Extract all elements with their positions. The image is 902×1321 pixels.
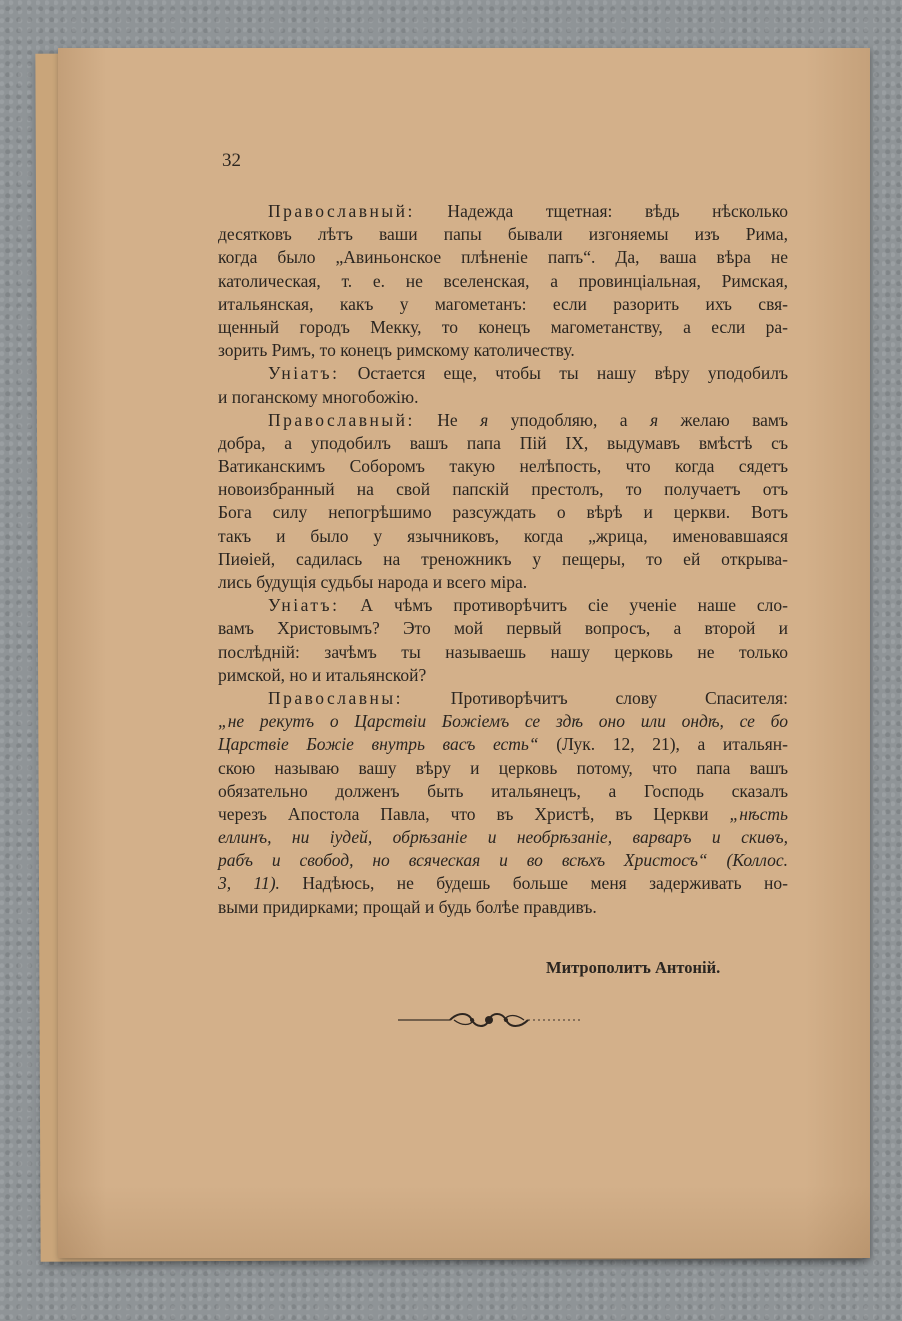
speaker-name: Православны: [268,687,403,708]
speaker-name: Уніатъ: [268,363,340,384]
text-line [218,687,788,710]
text-line [218,316,788,339]
text-span: А чѣмъ противорѣчитъ сіе ученіе наше сло- [339,595,788,616]
text-span: Не [414,409,481,430]
signature: Митрополитъ Антоній. [546,958,721,977]
text-line [218,293,788,316]
text-span: (Лук. 12, 21), а итальян- [538,734,788,755]
text-span: „не рекутъ о Царствіи Божіемъ се здѣ оно или ондѣ, се бо [218,711,788,732]
text-line [218,849,788,872]
text-span: итальянская, какъ у магометанъ: если разорить ихъ свя- [218,293,788,314]
text-span: послѣдній: зачѣмъ ты называешь нашу церковь не только [218,641,788,662]
text-span: я [480,409,489,430]
text-span: Царствіе Божіе внутрь васъ есть“ [218,734,539,755]
text-line [218,826,788,849]
text-span: когда было „Авиньонское плѣненіе папъ“. Да, ваша вѣра не [218,247,788,268]
text-line [218,501,788,524]
text-span: черезъ Апостола Павла, что въ Христѣ, въ Церкви [218,803,730,824]
text-span: добра, а уподобилъ вашъ папа Пій IX, выдумавъ вмѣстѣ съ [218,432,788,453]
text-span: католическая, т. е. не вселенская, а провинціальная, Римская, [218,270,788,291]
text-span: Бога силу непогрѣшимо разсуждать о вѣрѣ и церкви. Вотъ [218,502,788,523]
text-line [218,757,788,780]
text-span: желаю вамъ [658,409,789,430]
text-line [218,270,788,293]
ornament-divider-icon [398,1008,580,1032]
text-line [218,594,788,617]
text-line [218,386,788,409]
text-line [218,664,788,687]
text-line [218,200,788,223]
text-line [218,548,788,571]
speaker-name: Православный: [268,409,415,430]
text-line [218,223,788,246]
text-span: лись будущія судьбы народа и всего міра. [218,572,528,592]
text-span: 3, 11). [218,873,280,894]
text-line [218,780,788,803]
text-line [218,525,788,548]
text-span: „нѣсть [729,803,788,824]
text-line [218,432,788,455]
text-span: выми придирками; прощай и будь болѣе правдивъ. [218,896,597,917]
text-line [218,803,788,826]
text-line [218,409,788,432]
text-span: рабъ и свобод, но всяческая и во всѣхъ Христосъ“ (Коллос. [218,850,788,871]
body-text [218,200,788,919]
text-line [218,455,788,478]
text-line [218,641,788,664]
speaker-name: Уніатъ: [268,595,340,616]
text-span: такъ и было у язычниковъ, когда „жрица, именовавшаяся [218,525,788,546]
text-line [218,478,788,501]
text-span: Надежда тщетная: вѣдь нѣсколько [414,201,788,221]
text-span: Остается еще, чтобы ты нашу вѣру уподобилъ [339,363,788,384]
page-number: 32 [222,150,241,171]
text-span: римской, но и итальянской? [218,664,427,685]
text-line [218,872,788,895]
text-span: еллинъ, ни іудей, обрѣзаніе и необрѣзаніе, варваръ и скиѳъ, [218,827,788,848]
text-line [218,339,788,362]
text-span: Надѣюсь, не будешь больше меня задерживать но- [279,873,789,894]
text-span: обязательно долженъ быть итальянецъ, а Господь сказалъ [218,780,788,801]
text-line [218,571,788,594]
text-span: Противорѣчитъ слову Спасителя: [403,687,788,708]
text-line [218,617,788,640]
text-line [218,710,788,733]
text-span: вамъ Христовымъ? Это мой первый вопросъ, а второй и [218,618,788,639]
text-line [218,246,788,269]
text-span: зорить Римъ, то конецъ римскому католичеству. [218,340,575,361]
text-span: десятковъ лѣтъ ваши папы бывали изгоняемы изъ Рима, [218,224,788,245]
text-span: щенный городъ Мекку, то конецъ магометанству, а если ра- [218,316,788,337]
text-span: скою называю вашу вѣру и церковь потому, что папа вашъ [218,757,788,778]
speaker-name: Православный: [268,201,415,221]
text-span: я [649,409,659,430]
text-span: и поганскому многобожію. [218,386,419,407]
text-span: Ватиканскимъ Соборомъ такую нелѣпость, что когда сядетъ [218,456,788,477]
text-span: уподобляю, а [488,409,650,430]
text-span: Пиѳіей, садилась на треножникъ у пещеры, то ей открыва- [218,548,788,569]
text-line [218,896,788,919]
text-line [218,362,788,385]
text-line [218,733,788,756]
text-span: новоизбранный на свой папскій престолъ, то получаетъ отъ [218,479,788,500]
